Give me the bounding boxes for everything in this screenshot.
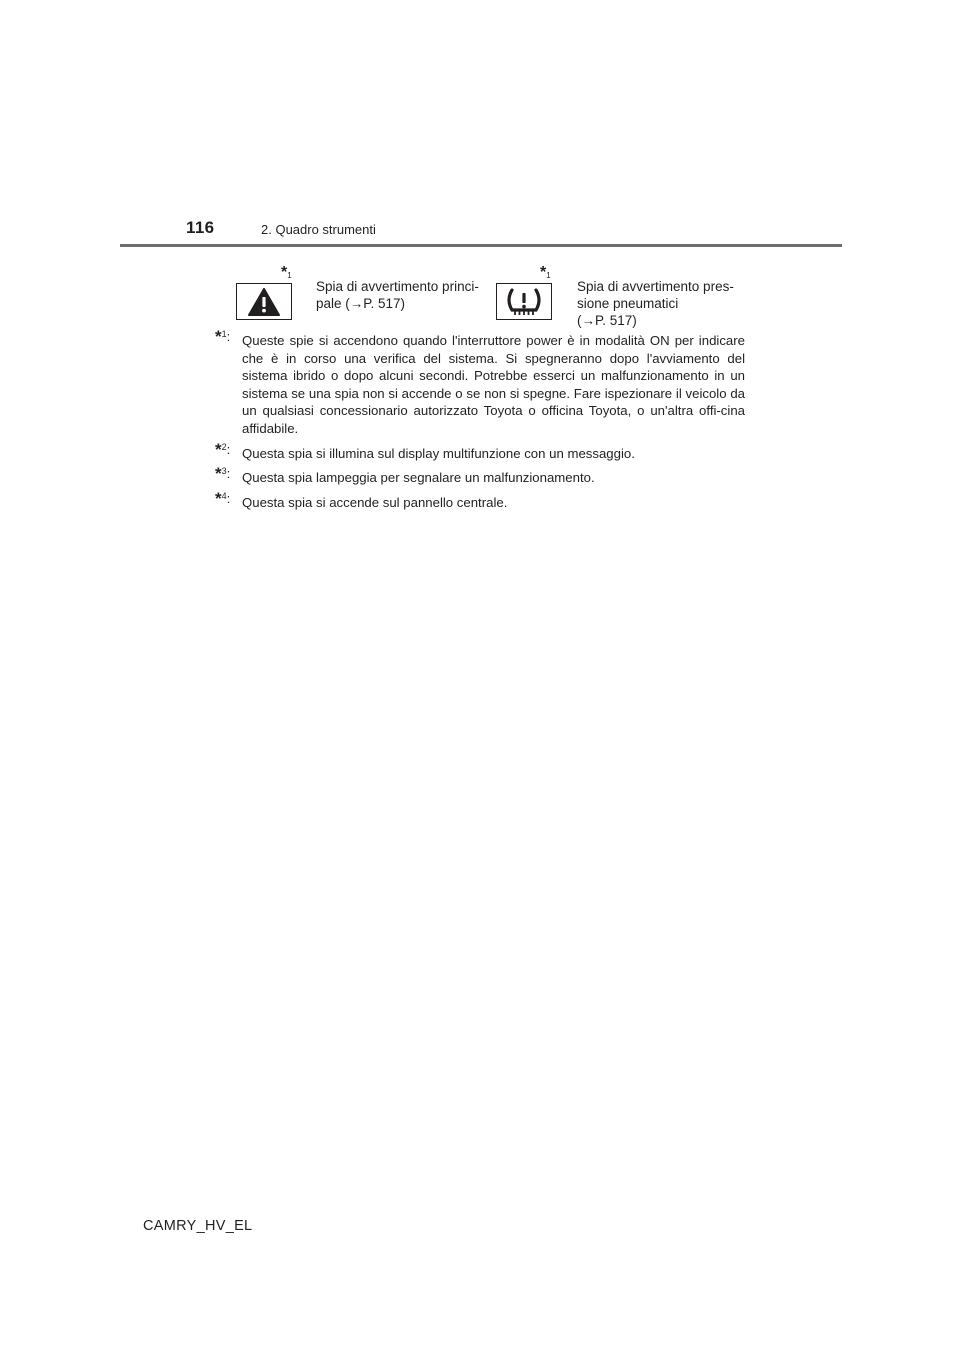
marker-number: 1 [287,271,292,280]
description-line: (→P. 517) [577,313,637,328]
marker-colon: : [226,490,231,506]
footnote-marker [215,441,230,462]
description-line: sione pneumatici [577,296,679,311]
tire-pressure-warning-icon [504,286,544,318]
tire-pressure-description [577,278,747,329]
footnote-text: Questa spia si illumina sul display multifunzione con un messaggio. [242,445,635,461]
page-number: 116 [186,218,215,237]
marker-star: * [281,264,288,281]
master-warning-description [316,278,486,312]
footnote-item [215,327,745,438]
header-rule [120,244,842,247]
marker-star: * [215,439,222,459]
marker-star: * [215,464,222,484]
description-line: pale (→P. 517) [316,296,406,311]
marker-number: 4 [221,490,227,501]
marker-number: 2 [221,441,227,452]
footnote-marker [215,328,230,349]
description-line: Spia di avvertimento pres- [577,279,734,294]
marker-star: * [215,488,222,508]
marker-star: * [215,327,222,346]
footnotes-list [215,327,745,518]
footnote-item [215,488,745,512]
footnote-marker [281,264,292,282]
master-warning-icon-box [236,283,292,320]
footer-document-code: CAMRY_HV_EL [143,1218,253,1234]
marker-number: 1 [546,271,551,280]
marker-colon: : [226,329,231,344]
marker-number: 1 [221,329,227,339]
footnote-text: Queste spie si accendono quando l'interruttore power è in modalità ON per indicare che è in corso una verifica del sistema. Si spegneranno dopo l'avviamento del sistema ibrido o dopo alcuni secondi. Potrebbe esserci un malfunzionamento in un sistema se una spia non si accende o se non si spegne. Fare ispezionare il veicolo da un qualsiasi concessionario autorizzato Toyota o officina Toyota, o un'altra offi-cina affidabile. [242,333,745,436]
footnote-item [215,439,745,463]
tire-pressure-icon-box [496,283,552,320]
footnote-marker [215,465,230,486]
master-warning-triangle-icon [247,287,281,317]
footnote-item [215,464,745,487]
section-title: 2. Quadro strumenti [261,222,376,237]
footnote-text: Questa spia lampeggia per segnalare un malfunzionamento. [242,470,595,486]
footnote-marker [540,264,551,282]
footnote-marker [215,490,230,511]
marker-star: * [540,264,547,281]
marker-colon: : [226,466,231,482]
footnote-text: Questa spia si accende sul pannello centrale. [242,494,508,510]
marker-number: 3 [221,466,227,477]
description-line: Spia di avvertimento princi- [316,279,479,294]
marker-colon: : [226,441,231,457]
